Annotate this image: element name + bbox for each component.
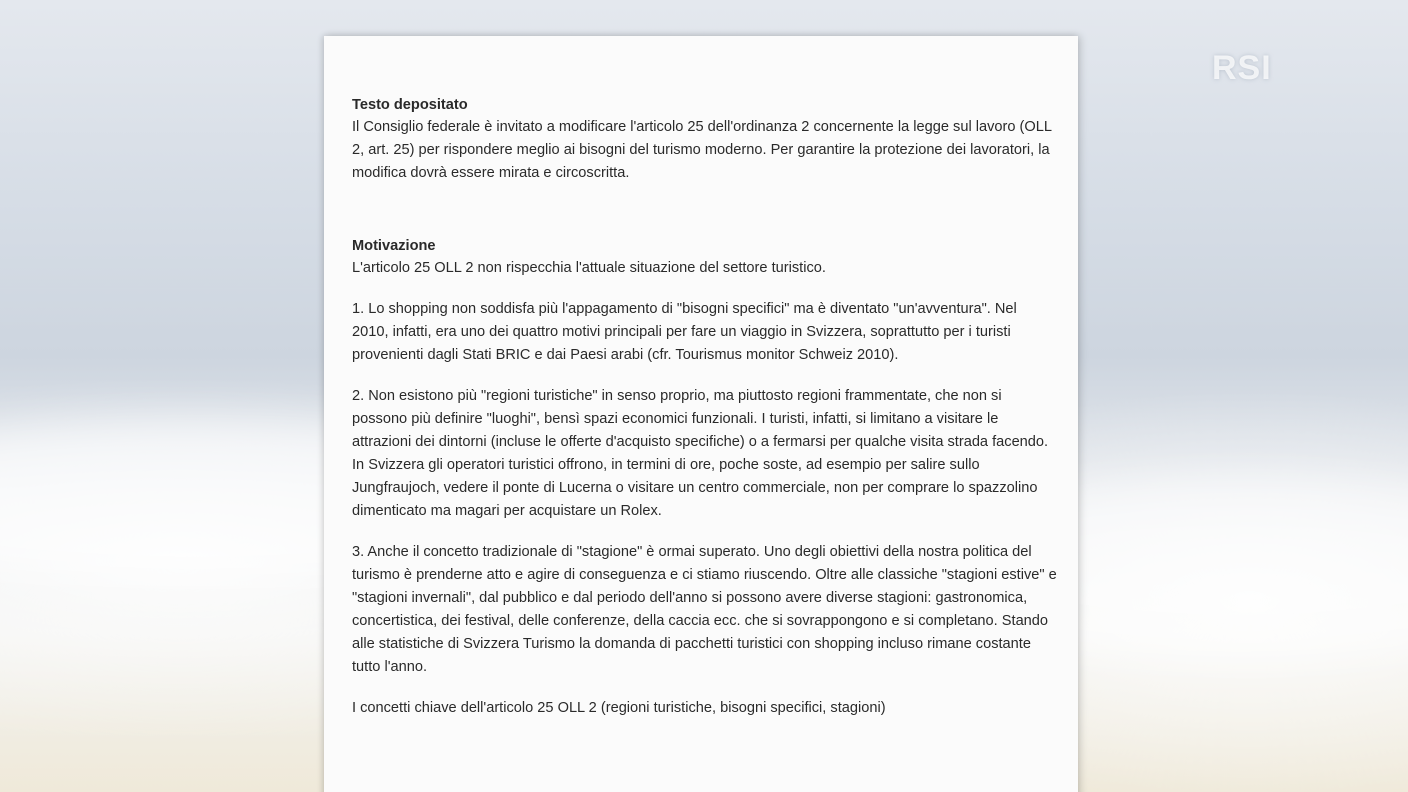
document-page bbox=[324, 36, 1078, 792]
paragraph-closing: I concetti chiave dell'articolo 25 OLL 2 (regioni turistiche, bisogni specifici, stagioni) bbox=[352, 700, 886, 716]
section-heading-testo-depositato: Testo depositato bbox=[352, 97, 468, 113]
paragraph-motivazione-intro: L'articolo 25 OLL 2 non rispecchia l'attuale situazione del settore turistico. bbox=[352, 260, 826, 276]
paragraph-point-2: 2. Non esistono più "regioni turistiche" in senso proprio, ma piuttosto regioni frammentate, che non si possono più definire "luoghi", bensì spazi economici funzionali. I turisti, infatti, si limitano a visitare le attrazioni dei dintorni (incluse le offerte d'acquisto specifiche) o a fermarsi per qualche visita strada facendo. In Svizzera gli operatori turistici offrono, in termini di ore, poche soste, ad esempio per salire sullo Jungfraujoch, vedere il ponte di Lucerna o visitare un centro commerciale, non per comprare lo spazzolino dimenticato ma magari per acquistare un Rolex. bbox=[352, 388, 1049, 519]
paragraph-testo-depositato: Il Consiglio federale è invitato a modificare l'articolo 25 dell'ordinanza 2 concernente la legge sul lavoro (OLL 2, art. 25) per rispondere meglio ai bisogni del turismo moderno. Per garantire la protezione dei lavoratori, la modifica dovrà essere mirata e circoscritta. bbox=[352, 119, 1052, 181]
spacer bbox=[352, 280, 1057, 298]
spacer bbox=[352, 523, 1057, 541]
spacer bbox=[352, 679, 1057, 697]
document-content bbox=[352, 94, 1057, 720]
section-heading-motivazione: Motivazione bbox=[352, 238, 436, 254]
spacer bbox=[352, 185, 1057, 235]
paragraph-point-1: 1. Lo shopping non soddisfa più l'appagamento di "bisogni specifici" ma è diventato "un'avventura". Nel 2010, infatti, era uno dei quattro motivi principali per fare un viaggio in Svizzera, soprattutto per i turisti provenienti dagli Stati BRIC e dai Paesi arabi (cfr. Tourismus monitor Schweiz 2010). bbox=[352, 301, 1017, 363]
broadcaster-logo: RSI bbox=[1212, 49, 1272, 87]
spacer bbox=[352, 367, 1057, 385]
paragraph-point-3: 3. Anche il concetto tradizionale di "stagione" è ormai superato. Uno degli obiettivi della nostra politica del turismo è prenderne atto e agire di conseguenza e ci stiamo riuscendo. Oltre alle classiche "stagioni estive" e "stagioni invernali", dal pubblico e dal periodo dell'anno si possono avere diverse stagioni: gastronomica, concertistica, dei festival, delle conferenze, della caccia ecc. che si sovrappongono e si completano. Stando alle statistiche di Svizzera Turismo la domanda di pacchetti turistici con shopping incluso rimane costante tutto l'anno. bbox=[352, 544, 1057, 675]
